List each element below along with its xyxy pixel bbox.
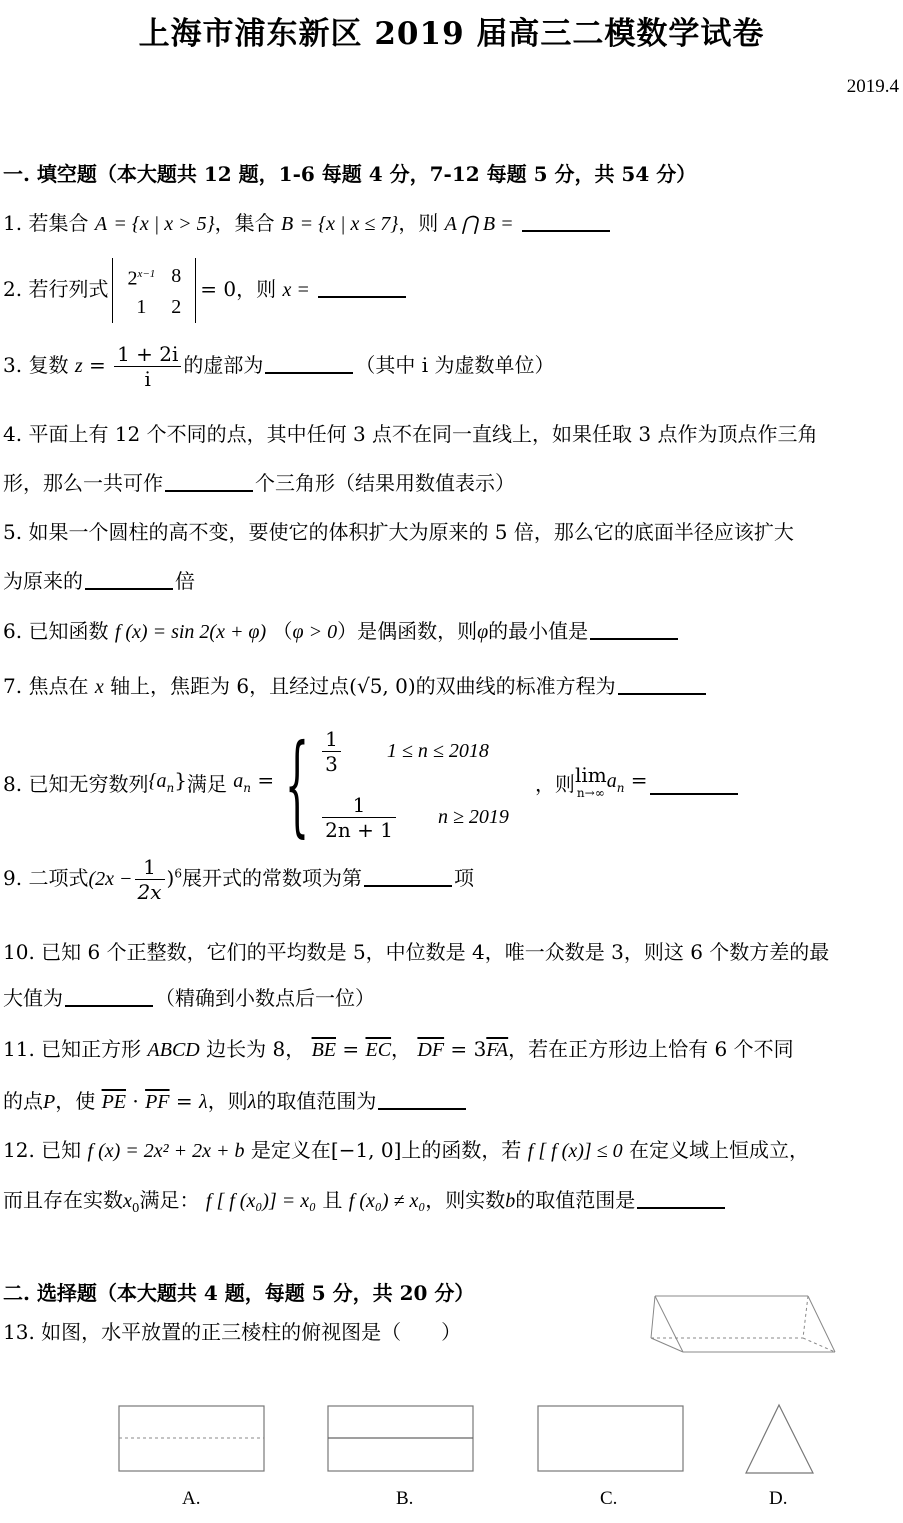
question-4-line-2: 形，那么一共可作 个三角形（结果用数值表示） (3, 471, 515, 495)
answer-blank[interactable] (65, 985, 153, 1007)
answer-blank[interactable] (165, 470, 253, 492)
section-fill-in-heading: 一. 填空题（本大题共 12 题，1-6 每题 4 分，7-12 每题 5 分，共 54 分） (3, 162, 697, 186)
question-11-line-2: 的点P，使 $\overline{PE} \cdot \overline{PF} = \lambda$，则λ的取值范围为 (3, 1088, 468, 1114)
question-4-line-1: 4. 平面上有 12 个不同的点，其中任何 3 点不在同一直线上，如果任取 3 点作为顶点作三角 (3, 422, 818, 446)
prism-right-back-edge (808, 1296, 835, 1352)
prism-hidden-right-edge (803, 1338, 835, 1352)
question-7: 7. 焦点在 x 轴上，焦距为 6，且经过点(√5, 0)的双曲线的标准方程为 (3, 673, 708, 699)
question-2: 2. 若行列式 $2^{x-1}$ 8 1 2 = 0，则 x = (3, 258, 408, 323)
fraction: $\frac{1}{2x}$ (135, 855, 165, 904)
answer-blank[interactable] (265, 352, 353, 374)
option-d-figure[interactable] (744, 1403, 816, 1475)
answer-blank[interactable] (364, 865, 452, 887)
question-10-line-2: 大值为 （精确到小数点后一位） (3, 986, 375, 1010)
page-title: 上海市浦东新区 2019 届高三二模数学试卷 (138, 16, 765, 52)
question-5-line-1: 5. 如果一个圆柱的高不变，要使它的体积扩大为原来的 5 倍，那么它的底面半径应该扩大 (3, 520, 794, 544)
question-1: 1. 若集合 A = {x | x > 5}，集合 B = {x | x ≤ 7}，则 A ⋂ B = (3, 210, 612, 236)
question-8: 8. 已知无穷数列$\{a_n\}$满足 $a_n$ ={ $\frac{1}{3}$ 1 ≤ n ≤ 2018 $\frac{1}{2n + 1}$ n ≥ 2019 ，则lim n→∞ $a_n$ = (3, 718, 740, 850)
option-c-label[interactable]: C. (600, 1488, 618, 1509)
question-10-line-1: 10. 已知 6 个正整数，它们的平均数是 5，中位数是 4，唯一众数是 3，则这 6 个数方差的最 (3, 940, 830, 964)
option-d-label[interactable]: D. (769, 1488, 788, 1509)
answer-blank[interactable] (522, 210, 610, 232)
prism-left-front-edge (651, 1296, 655, 1338)
question-11-line-1: 11. 已知正方形 ABCD 边长为 8， $\overline{BE} = \overline{EC}$， $\overline{DF} = 3\overline{FA}$，若在正方形边上恰有 6 个不同 (3, 1037, 794, 1061)
answer-blank[interactable] (318, 276, 406, 298)
question-9: 9. 二项式(2x − $\frac{1}{2x}$ )$^6$展开式的常数项为第 项 (3, 855, 474, 904)
piecewise-brace: { (284, 720, 310, 848)
prism-figure (645, 1290, 840, 1360)
answer-blank[interactable] (378, 1088, 466, 1110)
question-5-line-2: 为原来的 倍 (3, 569, 195, 593)
answer-blank[interactable] (618, 673, 706, 695)
section-choice-heading: 二. 选择题（本大题共 4 题，每题 5 分，共 20 分） (3, 1281, 475, 1305)
question-12-line-1: 12. 已知 f (x) = 2x² + 2x + b 是定义在[−1, 0]上的函数，若 f [ f (x)] ≤ 0 在定义域上恒成立， (3, 1138, 809, 1162)
determinant: $2^{x-1}$ 8 1 2 (112, 258, 196, 323)
option-a-figure[interactable] (118, 1405, 266, 1473)
exam-date: 2019.4 (846, 76, 899, 97)
question-13: 13. 如图，水平放置的正三棱柱的俯视图是（ ） (3, 1320, 462, 1344)
limit: lim n→∞ (574, 763, 607, 800)
piecewise-cases: $\frac{1}{3}$ 1 ≤ n ≤ 2018 $\frac{1}{2n + 1}$ n ≥ 2019 (320, 718, 509, 850)
question-6: 6. 已知函数 f (x) = sin 2(x + φ) （φ > 0）是偶函数，则φ的最小值是 (3, 618, 680, 644)
question-3: 3. 复数 z = $\frac{1 + 2i}{i}$ 的虚部为 （其中 i 为虚数单位） (3, 342, 555, 391)
answer-blank[interactable] (637, 1187, 725, 1209)
answer-blank[interactable] (85, 568, 173, 590)
answer-blank[interactable] (590, 618, 678, 640)
answer-blank[interactable] (650, 773, 738, 795)
fraction: $\frac{1 + 2i}{i}$ (114, 342, 181, 391)
option-a-label[interactable]: A. (182, 1488, 201, 1509)
prism-left-back-edge (655, 1296, 683, 1352)
prism-left-bottom-edge (651, 1338, 683, 1352)
prism-hidden-edge (803, 1296, 808, 1338)
option-b-figure[interactable] (327, 1405, 475, 1473)
option-b-label[interactable]: B. (396, 1488, 414, 1509)
question-12-line-2: 而且存在实数$x_0$满足： f [ f (x₀)] = x₀ 且 f (x₀) ≠ x₀，则实数b的取值范围是 (3, 1187, 727, 1220)
option-c-figure[interactable] (537, 1405, 685, 1473)
